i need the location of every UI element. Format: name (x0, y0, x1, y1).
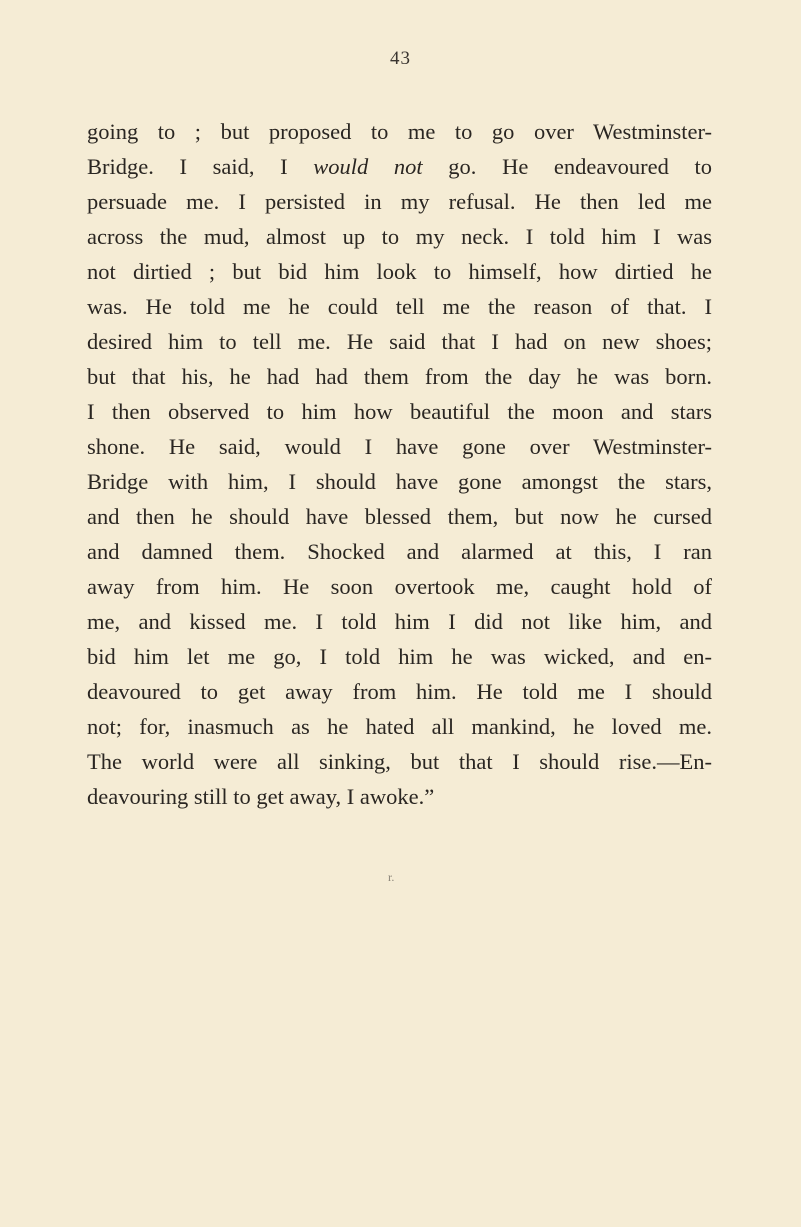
text-line: Bridge with him, I should have gone amongst the stars, (87, 469, 712, 494)
text-segment: Bridge. I said, I (87, 154, 314, 179)
text-line: desired him to tell me. He said that I had on new shoes; (87, 329, 712, 354)
body-paragraph (87, 114, 712, 814)
stray-mark: r. (388, 870, 395, 884)
text-line: but that his, he had had them from the day he was born. (87, 364, 712, 389)
text-line: deavoured to get away from him. He told me I should (87, 679, 712, 704)
text-line: was. He told me he could tell me the reason of that. I (87, 294, 712, 319)
text-line: not; for, inasmuch as he hated all mankind, he loved me. (87, 714, 712, 739)
text-line: away from him. He soon overtook me, caught hold of (87, 574, 712, 599)
text-segment: go. He endeavoured to (422, 154, 713, 179)
text-line: shone. He said, would I have gone over Westminster- (87, 434, 712, 459)
text-line: and damned them. Shocked and alarmed at this, I ran (87, 539, 712, 564)
text-line: not dirtied ; but bid him look to himself, how dirtied he (87, 259, 712, 284)
text-line: persuade me. I persisted in my refusal. He then led me (87, 189, 712, 214)
page-number: 43 (390, 48, 411, 69)
text-line: I then observed to him how beautiful the moon and stars (87, 399, 712, 424)
italic-emphasis: would not (313, 154, 423, 179)
text-line (87, 149, 712, 184)
text-line: bid him let me go, I told him he was wicked, and en- (87, 644, 712, 669)
text-line: The world were all sinking, but that I should rise.—En- (87, 749, 712, 774)
text-line: going to ; but proposed to me to go over Westminster- (87, 119, 712, 144)
text-line: and then he should have blessed them, but now he cursed (87, 504, 712, 529)
text-line: across the mud, almost up to my neck. I told him I was (87, 224, 712, 249)
text-line: me, and kissed me. I told him I did not like him, and (87, 609, 712, 634)
text-line: deavouring still to get away, I awoke.” (87, 784, 435, 809)
